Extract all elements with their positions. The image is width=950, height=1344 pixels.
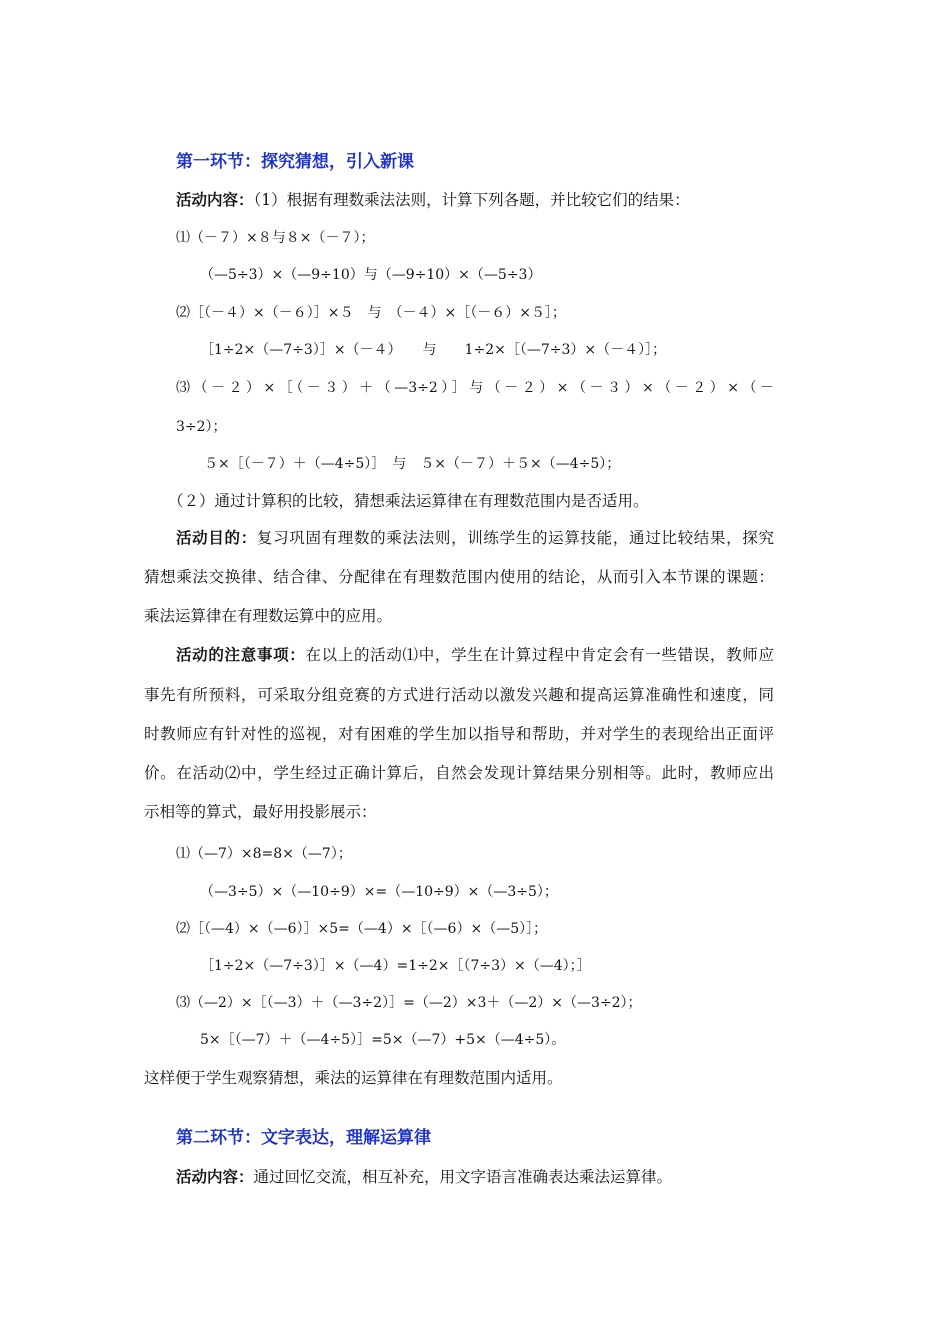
- section2-content-label: 活动内容：: [176, 1168, 254, 1186]
- activity-notes-line4: 价。在活动⑵中，学生经过正确计算后，自然会发现计算结果分别相等。此时，教师应出: [144, 764, 774, 782]
- activity-purpose-label: 活动目的：: [176, 529, 257, 547]
- activity-notes-text: 在以上的活动⑴中，学生在计算过程中肯定会有一些错误，教师应: [305, 646, 774, 664]
- equation-2a: ⑵［（—4）×（—6）］×5=（—4）×［（—6）×（—5）］；: [176, 921, 548, 937]
- exercise-1a: ⑴（－７）×８与８×（－７）；: [176, 230, 375, 246]
- activity-purpose-text: 复习巩固有理数的乘法法则，训练学生的运算技能，通过比较结果，探究: [256, 529, 774, 547]
- activity-content-text: （1）根据有理数乘法法则，计算下列各题，并比较它们的结果：: [253, 191, 690, 209]
- section1-heading: 第一环节：探究猜想，引入新课: [176, 152, 414, 172]
- activity-notes-line3: 时教师应有针对性的巡视，对有困难的学生加以指导和帮助，并对学生的表现给出正面评: [144, 725, 774, 743]
- exercise-1b: （—5÷3）×（—9÷10）与（—9÷10）×（—5÷3）: [200, 267, 542, 283]
- equation-1b: （—3÷5）×（—10÷9）×=（—10÷9）×（—3÷5）；: [200, 884, 558, 900]
- exercise-2b: ［1÷2×（—7÷3）］×（－４） 与 1÷2×［（—7÷3）×（－４）］；: [200, 342, 667, 358]
- equation-1a: ⑴（—7）×8=8×（—7）；: [176, 846, 352, 862]
- activity-purpose-line3: 乘法运算律在有理数运算中的应用。: [144, 607, 393, 625]
- activity-purpose-line2: 猜想乘法交换律、结合律、分配律在有理数范围内使用的结论，从而引入本节课的课题：: [144, 568, 774, 586]
- section2-content-line: [176, 1166, 672, 1188]
- part2-text: （２）通过计算积的比较，猜想乘法运算律在有理数范围内是否适用。: [168, 492, 649, 510]
- activity-notes-line1: [176, 644, 774, 666]
- activity-notes-line5: 示相等的算式，最好用投影展示：: [144, 803, 377, 821]
- equation-3a: ⑶（—2）×［（—3）＋（—3÷2）］=（—2）×3＋（—2）×（—3÷2）；: [176, 995, 642, 1011]
- exercise-3c: ５×［（－７）＋（—4÷5）］ 与 ５×（－７）＋５×（—4÷5）；: [204, 456, 621, 472]
- activity-notes-line2: 事先有所预料，可采取分组竞赛的方式进行活动以激发兴趣和提高运算准确性和速度，同: [144, 686, 774, 704]
- activity-notes-label: 活动的注意事项：: [176, 646, 306, 664]
- section2-content-text: 通过回忆交流，相互补充，用文字语言准确表达乘法运算律。: [253, 1168, 673, 1186]
- exercise-3b: 3÷2）；: [176, 419, 227, 435]
- activity-content-line: [176, 189, 690, 211]
- equation-2b: ［1÷2×（—7÷3）］×（—4）=1÷2×［（7÷3）×（—4）；］: [200, 958, 591, 974]
- section2-heading: 第二环节：文字表达，理解运算律: [176, 1128, 431, 1148]
- activity-purpose-line1: [176, 527, 774, 549]
- exercise-2a: ⑵［（－４）×（－６）］×５ 与 （－４）×［（－６）×５］；: [176, 305, 566, 321]
- activity-content-label: 活动内容：: [176, 191, 254, 209]
- conclusion-text: 这样便于学生观察猜想，乘法的运算律在有理数范围内适用。: [144, 1069, 563, 1087]
- equation-3b: 5×［（—7）＋（—4÷5）］=5×（—7）+5×（—4÷5）。: [200, 1032, 566, 1048]
- exercise-3a: ⑶（－２）×［（－３）＋（—3÷2）］与（－２）×（－３）×（－２）×（－: [176, 380, 774, 396]
